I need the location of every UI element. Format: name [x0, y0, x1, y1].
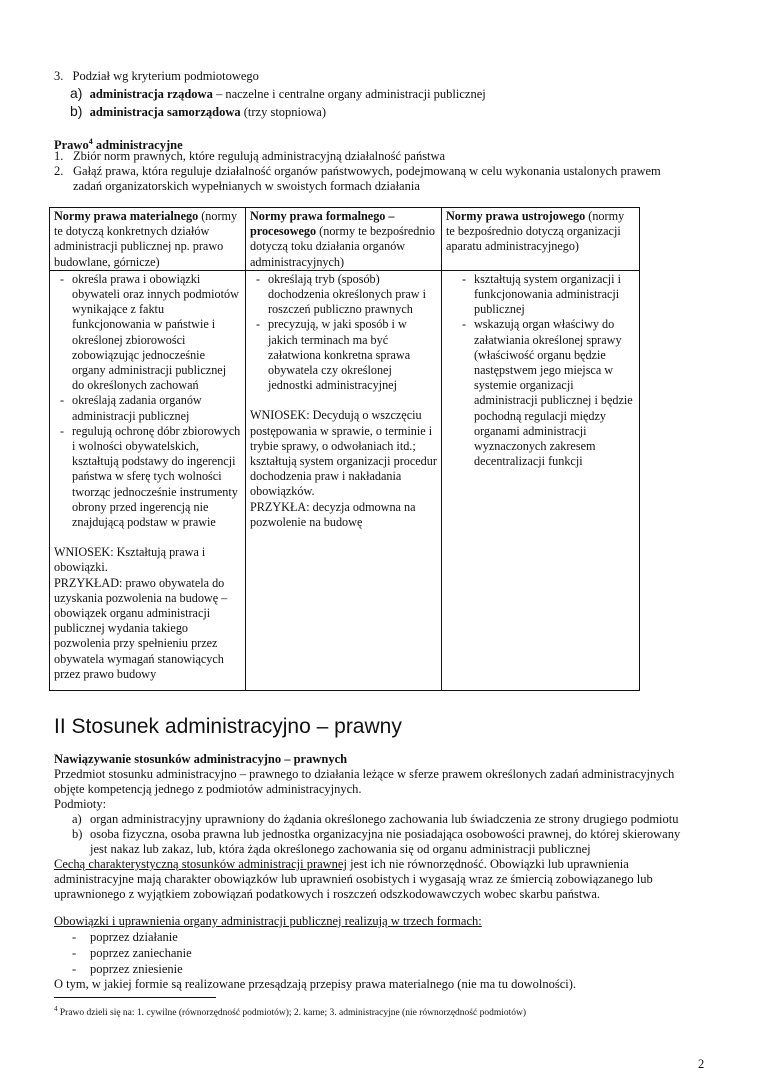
footnote-text: Prawo dzieli się na: 1. cywilne (równorzędność podmiotów); 2. karne; 3. administracyjne (nie równorzędność podmiotów): [59, 1008, 527, 1019]
list-item: - wskazują organ właściwy do załatwiania określonej sprawy (właściwość organu będzie następstwem jego miejsca w systemie organizacji administracji publicznej i będzie pochodną regulacji między organami administracji wyznaczonych zakresem decentralizacji funkcji: [456, 317, 635, 469]
col3-body: [442, 270, 640, 690]
prawo-item-1-text: Zbiór norm prawnych, które regulują administracyjną działalność państwa: [73, 149, 446, 163]
para1-line1: Przedmiot stosunku administracyjno – prawnego to działania leżące w sferze prawem określonych zadań administracyjnych: [54, 767, 675, 781]
footnote-marker: 4: [54, 1005, 58, 1013]
cecha-line2: administracyjne mają charakter obowiązków lub uprawnień osobistych i wygasają wraz ze śmiercią zobowiązanego lub: [54, 872, 653, 886]
podmiot-b-line2: jest nakaz lub zakaz, lub, która żąda określonego zachowania się od organu administracji publicznej: [90, 842, 591, 856]
section2-heading: II Stosunek administracyjno – prawny: [54, 715, 402, 738]
table-header-row: [50, 208, 640, 271]
footnote-separator: [54, 997, 216, 998]
podmioty-label: Podmioty:: [54, 797, 107, 811]
col1-head-rest: (normy te dotyczą konkretnych działów administracji publicznej np. prawo budowlane, górnicze): [54, 209, 238, 269]
table-body-row: [50, 270, 640, 690]
list-item: - poprzez zaniechanie: [66, 946, 366, 961]
col1-list: [54, 272, 241, 530]
prawo-item-2: [54, 164, 714, 193]
prawo-item-2-line2: zadań organizatorskich wypełnianych w swoistych formach działania: [73, 179, 420, 193]
section3-number: 3.: [54, 69, 64, 83]
item-a-bold: administracja rządowa: [89, 87, 213, 101]
col1-wniosek: WNIOSEK: Kształtują prawa i obowiązki.: [54, 545, 206, 575]
para1-line2: objęte kompetencją jednego z podmiotów administracyjnych.: [54, 782, 362, 796]
col2-header: [246, 208, 442, 271]
cecha-line1: [54, 857, 629, 872]
section2-subheading: Nawiązywanie stosunków administracyjno – prawnych: [54, 752, 348, 766]
podmiot-b-marker: b): [72, 827, 83, 841]
podmiot-a-marker: a): [72, 812, 82, 826]
col1-przyklad: PRZYKŁAD: prawo obywatela do uzyskania pozwolenia na budowę – obowiązek organu administracji publicznej wydania takiego pozwolenia przy spełnieniu przez obywatela wymagań stanowiących przez prawo budowy: [54, 575, 228, 681]
list-item: - określa prawa i obowiązki obywateli oraz innych podmiotów wynikające z faktu funkcjonowania w państwie i określonej zbiorowości zobowiązując jednocześnie organy administracji publicznej do określonych zachowań: [54, 272, 241, 394]
section3-title: [54, 69, 259, 84]
col3-head-rest: (normy te bezpośrednio dotyczą organizacji aparatu administracyjnego): [446, 209, 625, 254]
list-item: - precyzują, w jaki sposób i w jakich terminach ma być załatwiona konkretna sprawa obywatela czy określonej jednostki administracyjnej: [250, 317, 437, 393]
prawo-item-1-number: 1.: [54, 149, 64, 163]
prawo-item-2-number: 2.: [54, 164, 64, 178]
cecha-rest: jest ich nie równorzędność. Obowiązki lub uprawnienia: [346, 857, 629, 871]
cecha-underlined: Cechą charakterystyczną stosunków administracji prawnej: [54, 857, 347, 871]
footnote-ref: 4: [88, 137, 93, 146]
footnote: [54, 1003, 526, 1019]
page-number: 2: [698, 1057, 705, 1071]
podmiot-b: [72, 827, 681, 856]
item-b-bold: administracja samorządowa: [89, 105, 241, 119]
list-item: - określają tryb (sposób) dochodzenia określonych praw i roszczeń publiczno prawnych: [250, 272, 437, 318]
col1-body: [50, 270, 246, 690]
col3-header: [442, 208, 640, 271]
col3-list: [456, 272, 635, 470]
col1-head-bold: Normy prawa materialnego: [54, 209, 199, 223]
section3-item-a: [70, 86, 486, 102]
col2-body: [246, 270, 442, 690]
forms-list: [66, 930, 366, 977]
item-a-marker: a): [70, 85, 83, 101]
col2-head-rest: (normy te bezpośrednio dotyczą toku działania organów administracyjnych): [250, 224, 435, 269]
col2-head-bold: Normy prawa formalnego – procesowego: [250, 209, 395, 239]
col2-wniosek: WNIOSEK: Decydują o wszczęciu postępowania w sprawie, o terminie i trybie sprawy, o odwołaniach itd.; kształtują system organizacji procedur dochodzenia praw i nakładania obowiązków.: [250, 408, 437, 499]
section3-title-text: Podział wg kryterium podmiotowego: [72, 69, 259, 83]
col2-list: [250, 272, 437, 394]
list-item: - regulują ochronę dóbr zbiorowych i wolności obywatelskich, kształtują podstawy do ingerencji państwa w sferę tych wolności tworząc jednocześnie instrumenty obrony przed ingerencją nie znajdującą podstaw w prawie: [54, 424, 241, 530]
col1-header: [50, 208, 246, 271]
prawo-item-1: [54, 149, 446, 164]
forms-heading: Obowiązki i uprawnienia organy administracji publicznej realizują w trzech formach:: [54, 914, 482, 928]
col2-przykla: PRZYKŁA: decyzja odmowna na pozwolenie na budowę: [250, 499, 416, 529]
norms-table: [49, 207, 640, 691]
prawo-heading-rest: administracyjne: [92, 138, 183, 153]
item-b-marker: b): [70, 103, 83, 119]
item-b-rest: (trzy stopniowa): [240, 105, 327, 119]
item-a-rest: – naczelne i centralne organy administracji publicznej: [212, 87, 486, 101]
prawo-heading-text: Prawo: [54, 138, 89, 153]
list-item: - poprzez zniesienie: [66, 962, 366, 977]
list-item: - określają zadania organów administracji publicznej: [54, 393, 241, 423]
podmiot-a: [72, 812, 679, 827]
list-item: - kształtują system organizacji i funkcjonowania administracji publicznej: [456, 272, 635, 318]
list-item: - poprzez działanie: [66, 930, 366, 945]
section3-item-b: [70, 104, 326, 120]
col3-head-bold: Normy prawa ustrojowego: [446, 209, 586, 223]
podmiot-a-text: organ administracyjny uprawniony do żądania określonego zachowania lub świadczenia ze strony drugiego podmiotu: [90, 812, 679, 826]
podmiot-b-line1: osoba fizyczna, osoba prawna lub jednostka organizacyjna nie posiadająca osobowości prawnej, do której skierowany: [90, 827, 681, 841]
prawo-item-2-line1: Gałąź prawa, która reguluje działalność organów państwowych, podejmowaną w celu wykonania ustalonych prawem: [73, 164, 661, 178]
cecha-line3: uprawnionego z wyjątkiem zobowiązań podatkowych i roszczeń odszkodowawczych wobec skarbu państwa.: [54, 887, 600, 901]
closing-text: O tym, w jakiej formie są realizowane przesądzają przepisy prawa materialnego (nie ma tu dowolności).: [54, 977, 577, 991]
